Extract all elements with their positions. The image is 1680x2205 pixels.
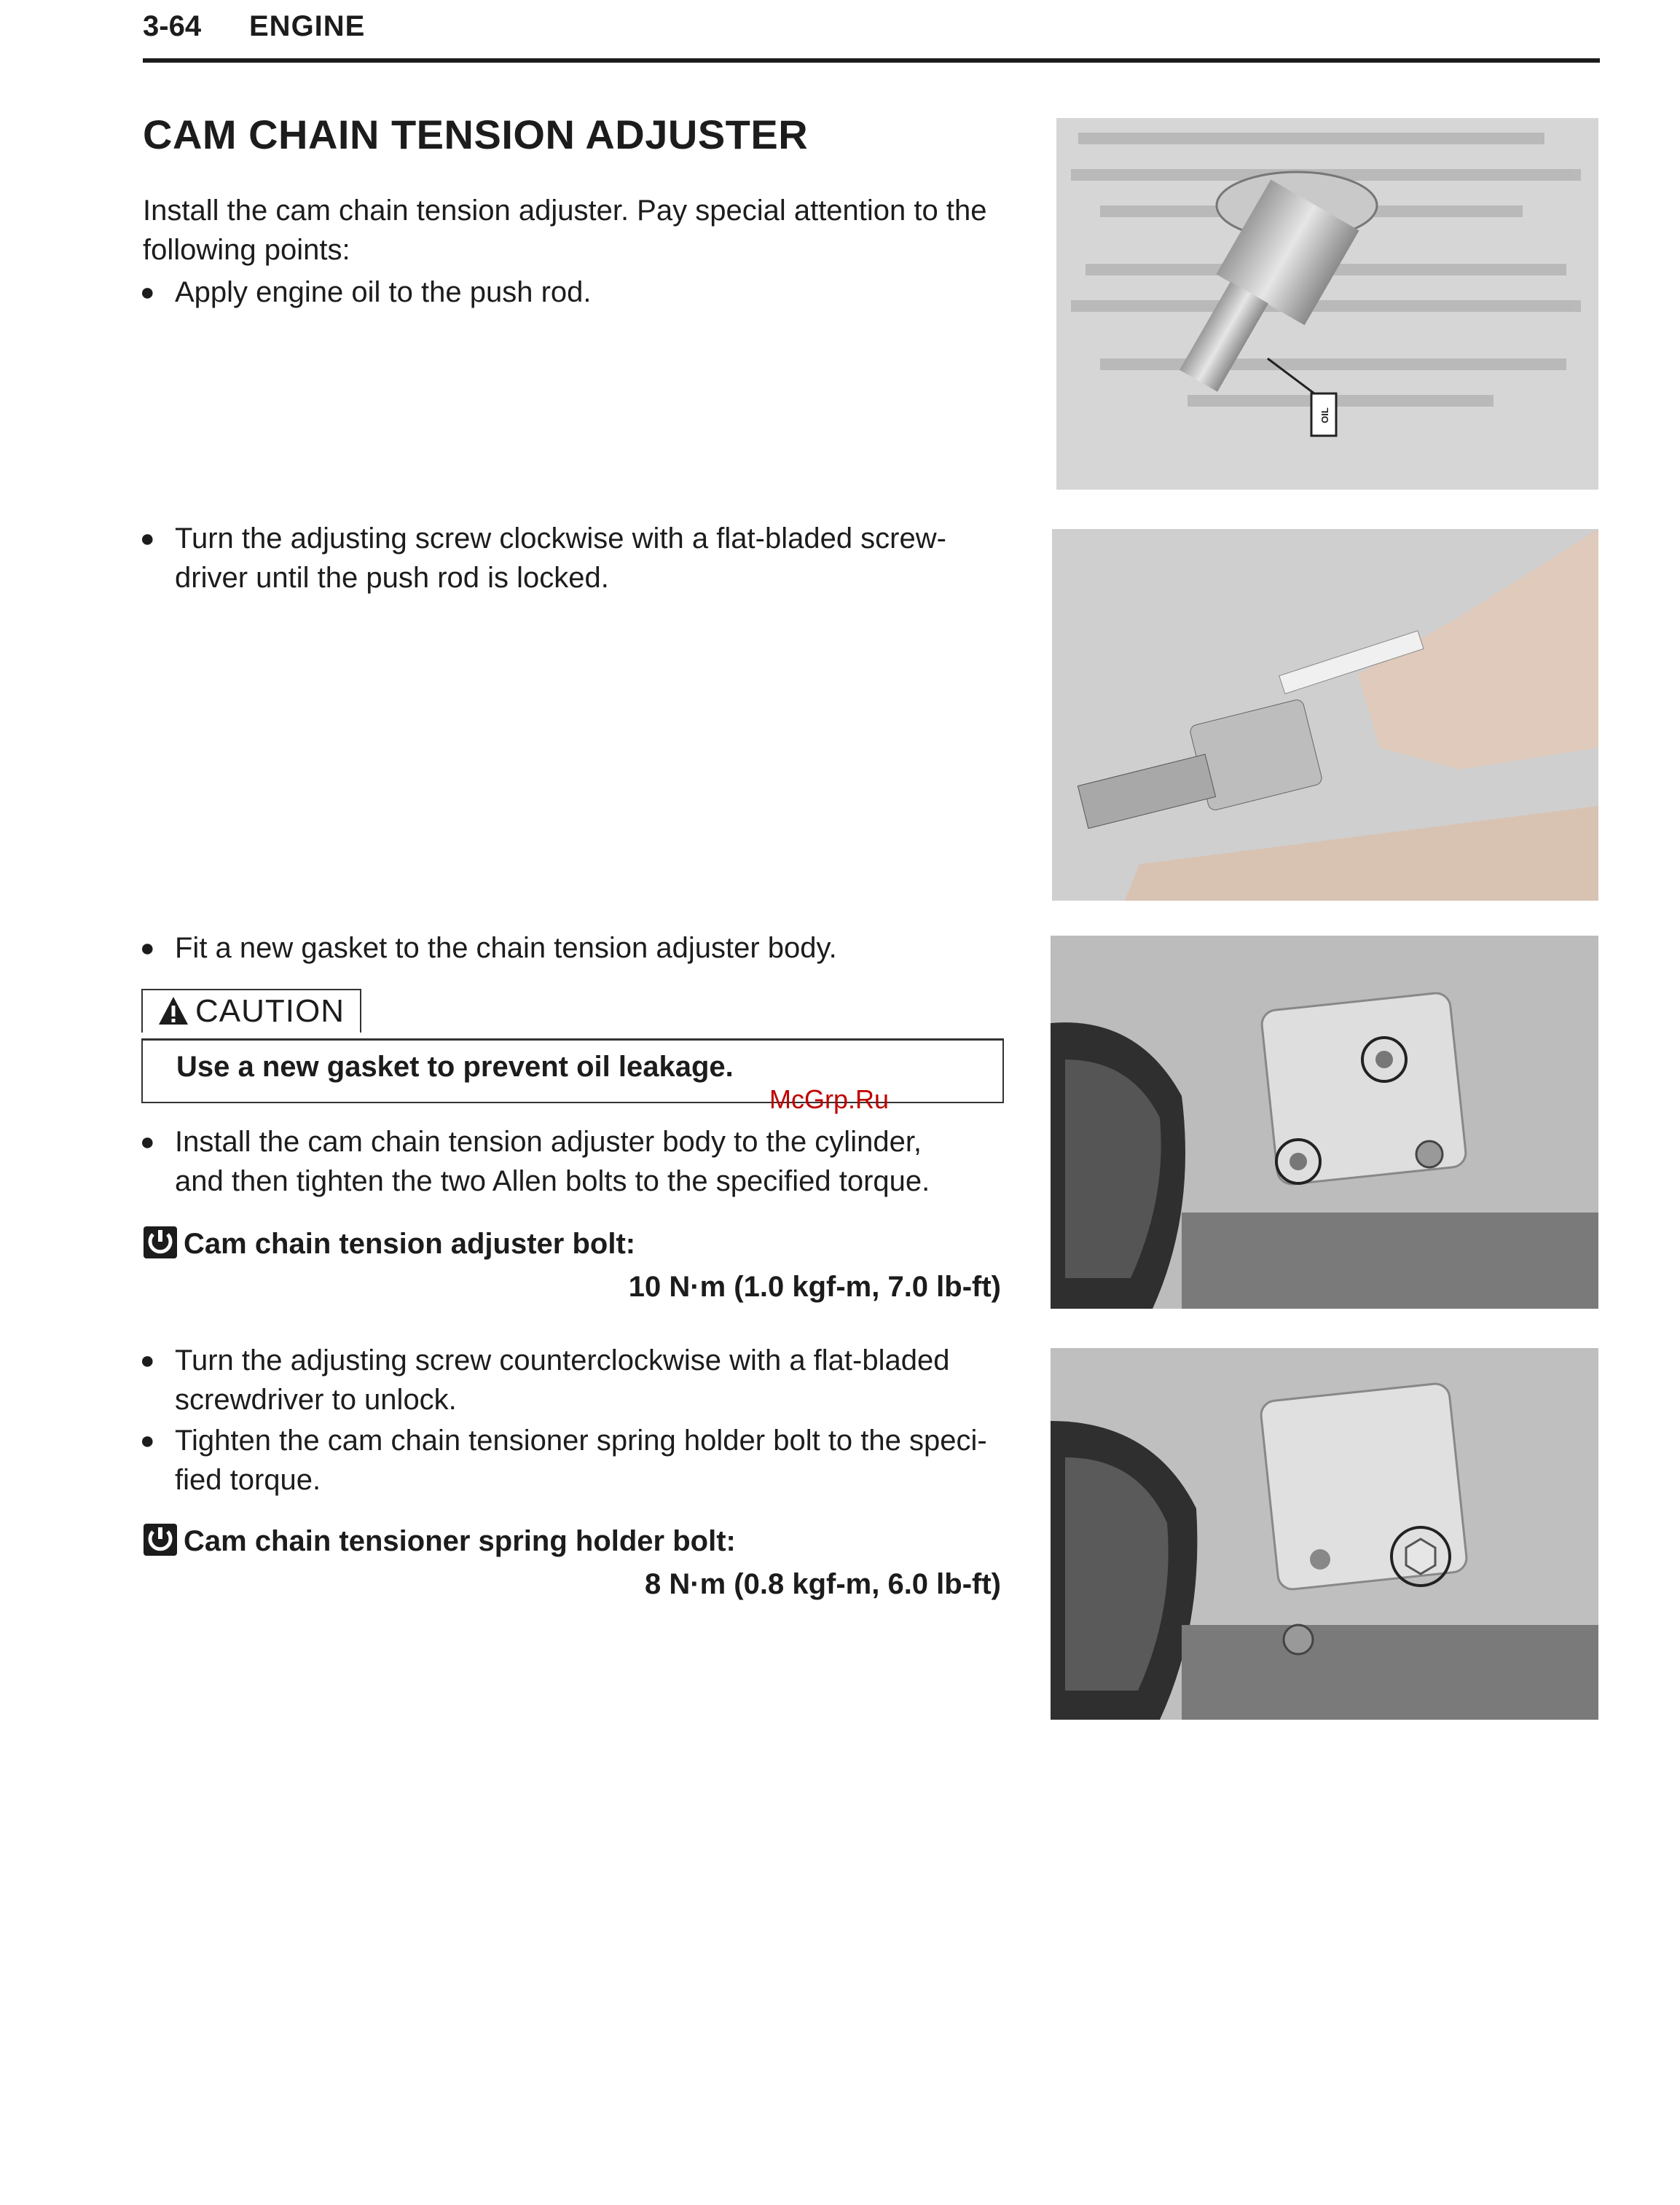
torque-spec-label: [143, 1226, 635, 1261]
torque-spec-value: 8 N·m (0.8 kgf-m, 6.0 lb-ft): [645, 1568, 1001, 1600]
torque-wrench-icon: [143, 1226, 178, 1259]
bullet-text: [175, 1421, 1013, 1500]
section-title: ENGINE: [249, 10, 366, 42]
torque-wrench-icon: [143, 1523, 178, 1556]
torque-spec-value: 10 N·m (1.0 kgf-m, 7.0 lb-ft): [628, 1271, 1001, 1303]
warning-triangle-icon: [157, 995, 189, 1027]
header-rule: [143, 58, 1600, 63]
list-item: [140, 1122, 1014, 1201]
bullet-line: screwdriver to unlock.: [175, 1384, 457, 1416]
photo-illustration: [1056, 118, 1598, 490]
page-title: CAM CHAIN TENSION ADJUSTER: [143, 111, 809, 157]
bullet-text: [175, 1341, 1013, 1419]
bullet-line: Install the cam chain tension adjuster body to the cylinder,: [175, 1126, 922, 1158]
bullet-text: Fit a new gasket to the chain tension adjuster body.: [175, 932, 837, 964]
bullet-line: Turn the adjusting screw counterclockwise with a flat-bladed: [175, 1344, 950, 1376]
bullet-dot-icon: ●: [140, 1128, 155, 1156]
bullet-text: [175, 1122, 1013, 1201]
bullet-dot-icon: ●: [140, 278, 155, 306]
bullet-text: [175, 519, 1013, 598]
spec-label-text: Cam chain tension adjuster bolt:: [184, 1228, 636, 1260]
spec-label-text: Cam chain tensioner spring holder bolt:: [184, 1525, 736, 1557]
bullet-text: Apply engine oil to the push rod.: [175, 276, 592, 308]
caution-text: Use a new gasket to prevent oil leakage.: [176, 1051, 734, 1083]
caution-label: CAUTION: [195, 993, 345, 1029]
bullet-dot-icon: ●: [140, 525, 155, 552]
intro-paragraph: Install the cam chain tension adjuster. Pay special attention to the following points:: [143, 195, 987, 266]
bullet-dot-icon: ●: [140, 934, 155, 962]
photo-screwdriver: [1052, 529, 1598, 901]
bullet-dot-icon: ●: [140, 1347, 155, 1374]
bullet-dot-icon: ●: [140, 1427, 155, 1454]
bullet-line: and then tighten the two Allen bolts to the specified torque.: [175, 1165, 930, 1197]
photo-illustration: [1051, 936, 1598, 1309]
photo-illustration: [1051, 1348, 1598, 1720]
list-item: [140, 519, 1014, 598]
caution-tab: [141, 989, 361, 1033]
bullet-line: fied torque.: [175, 1464, 321, 1496]
photo-spring-holder: [1051, 1348, 1598, 1720]
bullet-line: Tighten the cam chain tensioner spring holder bolt to the speci-: [175, 1425, 987, 1457]
bullet-line: driver until the push rod is locked.: [175, 562, 609, 594]
list-item: [140, 1421, 1014, 1500]
page-number: 3-64: [143, 10, 202, 42]
page-header: [143, 10, 1600, 61]
bullet-line: Turn the adjusting screw clockwise with a flat-bladed screw-: [175, 522, 946, 555]
watermark: McGrp.Ru: [769, 1084, 890, 1114]
photo-adjuster-oil: [1056, 118, 1598, 490]
oil-tag: OIL: [1319, 407, 1330, 423]
list-item: [140, 1341, 1014, 1419]
torque-spec-label: [143, 1523, 736, 1558]
photo-adjuster-mounted: [1051, 936, 1598, 1309]
photo-illustration: [1052, 529, 1598, 901]
